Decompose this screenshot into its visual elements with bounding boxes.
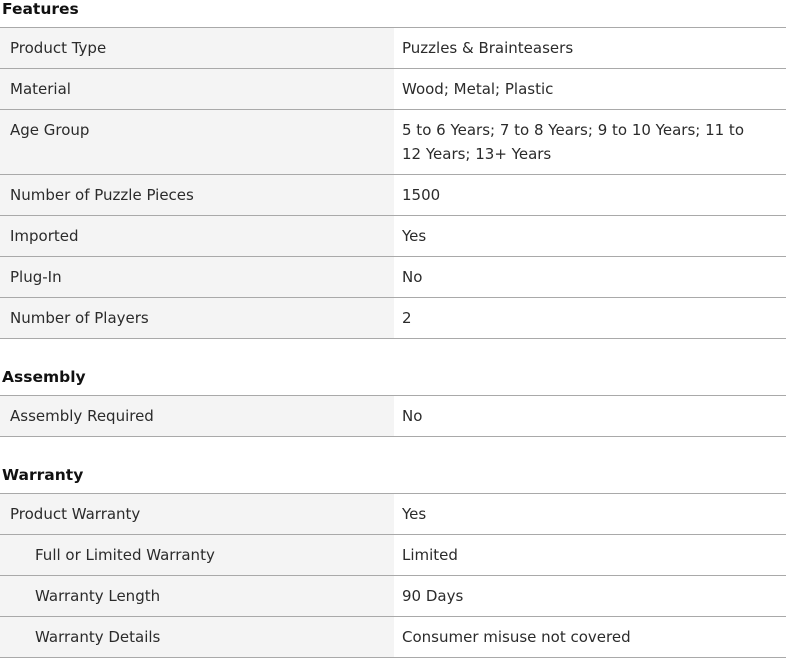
table-row — [0, 175, 786, 216]
spec-label: Full or Limited Warranty — [0, 535, 394, 576]
spec-label: Age Group — [0, 110, 394, 175]
spec-value: 1500 — [394, 175, 786, 216]
spec-value: No — [394, 396, 786, 437]
spec-label: Plug-In — [0, 257, 394, 298]
spec-label: Number of Puzzle Pieces — [0, 175, 394, 216]
spec-value: Yes — [394, 216, 786, 257]
spec-value: No — [394, 257, 786, 298]
table-row — [0, 257, 786, 298]
table-row — [0, 216, 786, 257]
spec-value: Yes — [394, 494, 786, 535]
spec-label: Imported — [0, 216, 394, 257]
section-title-features: Features — [2, 0, 79, 18]
spec-label: Warranty Length — [0, 576, 394, 617]
section-title-warranty: Warranty — [2, 466, 84, 484]
spec-label: Product Type — [0, 28, 394, 69]
table-row — [0, 69, 786, 110]
table-row — [0, 28, 786, 69]
section-title-assembly: Assembly — [2, 368, 86, 386]
warranty-table — [0, 493, 786, 658]
spec-label: Assembly Required — [0, 396, 394, 437]
table-row — [0, 110, 786, 175]
spec-value: Wood; Metal; Plastic — [394, 69, 786, 110]
features-table — [0, 27, 786, 339]
spec-value: Consumer misuse not covered — [394, 617, 786, 658]
spec-label: Product Warranty — [0, 494, 394, 535]
spec-label: Material — [0, 69, 394, 110]
table-row — [0, 535, 786, 576]
table-row — [0, 494, 786, 535]
spec-value: Limited — [394, 535, 786, 576]
spec-label: Warranty Details — [0, 617, 394, 658]
spec-value: 90 Days — [394, 576, 786, 617]
spec-value: 2 — [394, 298, 786, 339]
assembly-table — [0, 395, 786, 437]
table-row — [0, 617, 786, 658]
table-row — [0, 298, 786, 339]
table-row — [0, 396, 786, 437]
spec-value: 5 to 6 Years; 7 to 8 Years; 9 to 10 Years; 11 to 12 Years; 13+ Years — [394, 110, 786, 175]
table-row — [0, 576, 786, 617]
spec-value: Puzzles & Brainteasers — [394, 28, 786, 69]
spec-label: Number of Players — [0, 298, 394, 339]
